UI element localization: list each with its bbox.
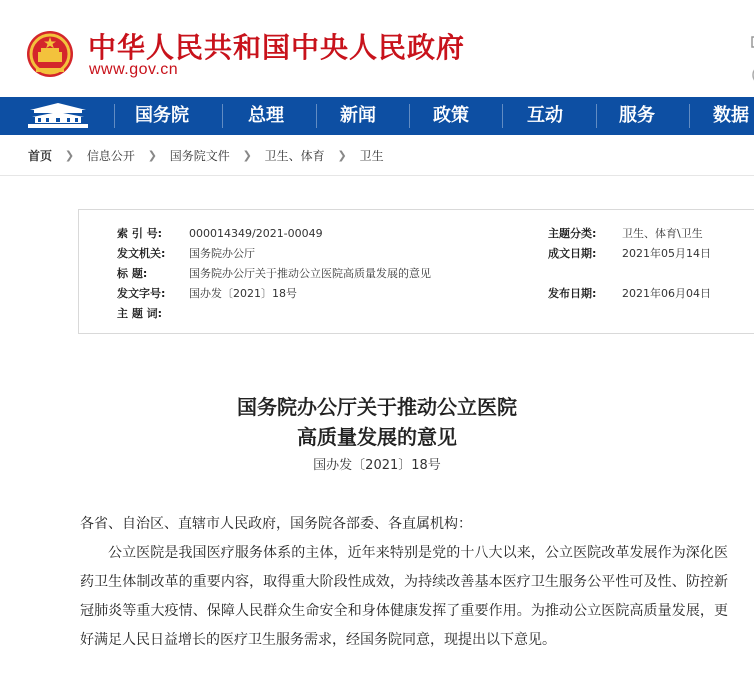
national-emblem-icon[interactable] bbox=[26, 30, 74, 78]
info-issuer-value: 国务院办公厅 bbox=[189, 247, 255, 260]
nav-item-premier[interactable]: 总理 bbox=[248, 105, 284, 126]
info-title-value: 国务院办公厅关于推动公立医院高质量发展的意见 bbox=[189, 267, 431, 280]
info-category-label: 主题分类: bbox=[548, 227, 597, 240]
breadcrumb-health[interactable]: 卫生 bbox=[359, 149, 384, 163]
document-salutation: 各省、自治区、直辖市人民政府，国务院各部委、各直属机构： bbox=[80, 516, 472, 532]
nav-divider bbox=[114, 104, 115, 128]
info-published-label: 发布日期: bbox=[548, 287, 597, 300]
site-url[interactable]: www.gov.cn bbox=[89, 61, 179, 78]
nav-divider bbox=[409, 104, 410, 128]
document-number: 国办发〔2021〕18号 bbox=[313, 458, 441, 473]
nav-divider bbox=[222, 104, 223, 128]
chevron-right-icon: ❯ bbox=[147, 149, 157, 162]
breadcrumb-divider bbox=[0, 175, 754, 176]
info-issuer-label: 发文机关: bbox=[117, 247, 166, 260]
main-nav bbox=[0, 97, 754, 135]
info-title-label: 标 题: bbox=[117, 267, 148, 280]
tiananmen-icon[interactable] bbox=[24, 101, 92, 131]
nav-item-interaction[interactable]: 互动 bbox=[527, 105, 563, 126]
document-title-line1: 国务院办公厅关于推动公立医院 bbox=[237, 395, 517, 419]
breadcrumb-health-sports[interactable]: 卫生、体育 bbox=[264, 149, 325, 163]
info-index-label: 索 引 号: bbox=[117, 227, 163, 240]
site-title[interactable]: 中华人民共和国中央人民政府 bbox=[88, 31, 466, 64]
info-subject-label: 主 题 词: bbox=[117, 307, 163, 320]
breadcrumb-info-public[interactable]: 信息公开 bbox=[86, 149, 135, 163]
breadcrumb-home[interactable]: 首页 bbox=[28, 149, 53, 163]
info-category-value: 卫生、体育\卫生 bbox=[622, 227, 703, 240]
breadcrumb-state-council-docs[interactable]: 国务院文件 bbox=[169, 149, 230, 163]
document-info-box bbox=[78, 209, 754, 334]
info-docno-label: 发文字号: bbox=[117, 287, 166, 300]
info-index-value: 000014349/2021-00049 bbox=[189, 227, 323, 240]
info-written-value: 2021年05月14日 bbox=[622, 247, 711, 260]
document-title-line2: 高质量发展的意见 bbox=[297, 425, 457, 449]
nav-divider bbox=[689, 104, 690, 128]
nav-divider bbox=[502, 104, 503, 128]
nav-divider bbox=[596, 104, 597, 128]
breadcrumb bbox=[28, 147, 384, 167]
nav-divider bbox=[316, 104, 317, 128]
header-widget-icon[interactable] bbox=[742, 35, 754, 87]
chevron-right-icon: ❯ bbox=[337, 149, 347, 162]
info-written-label: 成文日期: bbox=[548, 247, 597, 260]
nav-item-services[interactable]: 服务 bbox=[619, 105, 655, 126]
nav-item-state-council[interactable]: 国务院 bbox=[135, 105, 189, 126]
document-title bbox=[0, 392, 754, 452]
info-published-value: 2021年06月04日 bbox=[622, 287, 711, 300]
site-header bbox=[0, 0, 754, 97]
nav-item-policy[interactable]: 政策 bbox=[433, 105, 469, 126]
info-docno-value: 国办发〔2021〕18号 bbox=[189, 287, 297, 300]
chevron-right-icon: ❯ bbox=[64, 149, 75, 162]
nav-item-news[interactable]: 新闻 bbox=[340, 105, 376, 126]
document-paragraph: 公立医院是我国医疗服务体系的主体，近年来特别是党的十八大以来，公立医院改革发展作为深化医药卫生体制改革的重要内容，取得重大阶段性成效，为持续改善基本医疗卫生服务公平性可及性、防控新冠肺炎等重大疫情、保障人民群众生命安全和身体健康发挥了重要作用。为推动公立医院高质量发展，更好满足人民日益增长的医疗卫生服务需求，经国务院同意，现提出以下意见。 bbox=[80, 545, 728, 648]
chevron-right-icon: ❯ bbox=[242, 149, 252, 162]
nav-item-data[interactable]: 数据 bbox=[713, 105, 749, 126]
document-body bbox=[80, 510, 728, 655]
